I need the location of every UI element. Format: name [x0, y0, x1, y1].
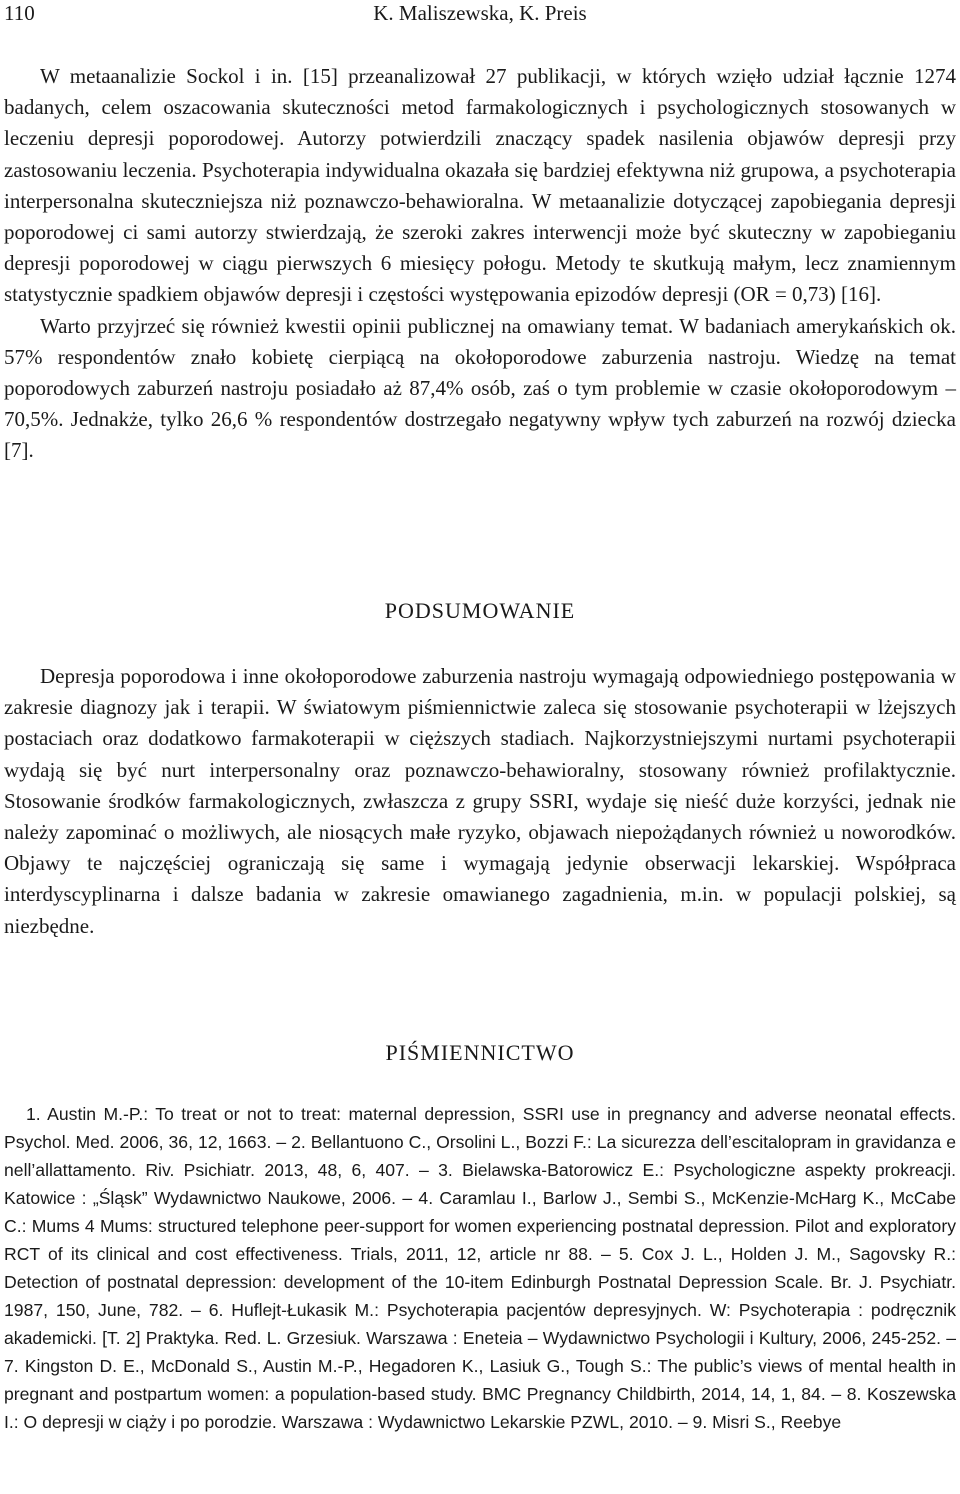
paragraph-public-opinion: Warto przyjrzeć się również kwestii opinii publicznej na omawiany temat. W badaniach amerykańskich ok. 57% respondentów znało kobietę cierpiącą na okołoporodowe zaburzenia nastroju. Wiedzę na temat poporodowych zaburzeń nastroju posiadało aż 87,4% osób, zaś o tym problemie w czasie okołoporodowym – 70,5%. Jednakże, tylko 26,6 % respondentów dostrzegało negatywny wpływ tych zaburzeń na rozwój dziecka [7]. [4, 313, 956, 463]
summary-section [4, 661, 956, 942]
references-heading: PIŚMIENNICTWO [385, 1040, 575, 1065]
references-text: 1. Austin M.-P.: To treat or not to treat: maternal depression, SSRI use in pregnancy and adverse neonatal effects. Psychol. Med. 2006, 36, 12, 1663. – 2. Bellantuono C., Orsolini L., Bozzi F.: La sicurezza dell’escitalopram in gravidanza e nell’allattamento. Riv. Psichiatr. 2013, 48, 6, 407. – 3. Bielawska-Batorowicz E.: Psychologiczne aspekty prokreacji. Katowice : „Śląsk” Wydawnictwo Naukowe, 2006. – 4. Caramlau I., Barlow J., Sembi S., McKenzie-McHarg K., McCabe C.: Mums 4 Mums: structured telephone peer-support for women experiencing postnatal depression. Pilot and exploratory RCT of its clinical and cost effectiveness. Trials, 2011, 12, article nr 88. – 5. Cox J. L., Holden J. M., Sagovsky R.: Detection of postnatal depression: development of the 10-item Edinburgh Postnatal Depression Scale. Br. J. Psychiatr. 1987, 150, June, 782. – 6. Huflejt-Łukasik M.: Psychoterapia pacjentów depresyjnych. W: Psychoterapia : podręcznik akademicki. [T. 2] Praktyka. Red. L. Grzesiuk. Warszawa : Eneteia – Wydawnictwo Psychologii i Kultury, 2006, 245-252. – 7. Kingston D. E., McDonald S., Austin M.-P., Hegadoren K., Lasiuk G., Tough S.: The public’s views of mental health in pregnant and postpartum women: a population-based study. BMC Pregnancy Childbirth, 2014, 14, 1, 84. – 8. Koszewska I.: O depresji w ciąży i po porodzie. Warszawa : Wydawnictwo Lekarskie PZWL, 2010. – 9. Misri S., Reebye [4, 1104, 956, 1432]
page-number: 110 [4, 1, 35, 25]
references-list [4, 1100, 956, 1436]
running-head: K. Maliszewska, K. Preis [373, 1, 587, 25]
page-header [4, 0, 956, 28]
paragraph-metaanalysis: W metaanalizie Sockol i in. [15] przeanalizował 27 publikacji, w których wzięło udział łącznie 1274 badanych, celem oszacowania skuteczności metod farmakologicznych i psychologicznych stosowanych w leczeniu depresji poporodowej. Autorzy potwierdzili znaczący spadek nasilenia objawów depresji przy zastosowaniu leczenia. Psychoterapia indywidualna okazała się bardziej efektywna niż grupowa, a psychoterapia interpersonalna skuteczniejsza niż poznawczo-behawioralna. W metaanalizie dotyczącej zapobiegania depresji poporodowej ci sami autorzy stwierdzają, że szeroki zakres interwencji może być skuteczny w zapobieganiu depresji poporodowej w ciągu pierwszych 6 miesięcy połogu. Metody te skutkują małym, lecz znamiennym statystycznie spadkiem objawów depresji i częstości występowania epizodów depresji (OR = 0,73) [16]. [4, 64, 956, 307]
summary-heading: PODSUMOWANIE [384, 598, 576, 623]
summary-paragraph: Depresja poporodowa i inne okołoporodowe zaburzenia nastroju wymagają odpowiedniego postępowania w zakresie diagnozy jak i terapii. W światowym piśmiennictwie zaleca się stosowanie psychoterapii w lżejszych postaciach oraz dodatkowo farmakoterapii w cięższych stadiach. Najkorzystniejszymi nurtami psychoterapii wydają się być nurt interpersonalny oraz poznawczo-behawioralny, stosowany również profilaktycznie. Stosowanie środków farmakologicznych, zwłaszcza z grupy SSRI, wydaje się nieść duże korzyści, jednak nie należy zapominać o możliwych, ale niosących małe ryzyko, objawach niepożądanych również u noworodków. Objawy te najczęściej ograniczają się same i wymagają jedynie obserwacji lekarskiej. Współpraca interdyscyplinarna i dalsze badania w zakresie omawianego zagadnienia, m.in. w populacji polskiej, są niezbędne. [4, 664, 956, 938]
discussion-section [4, 61, 956, 467]
